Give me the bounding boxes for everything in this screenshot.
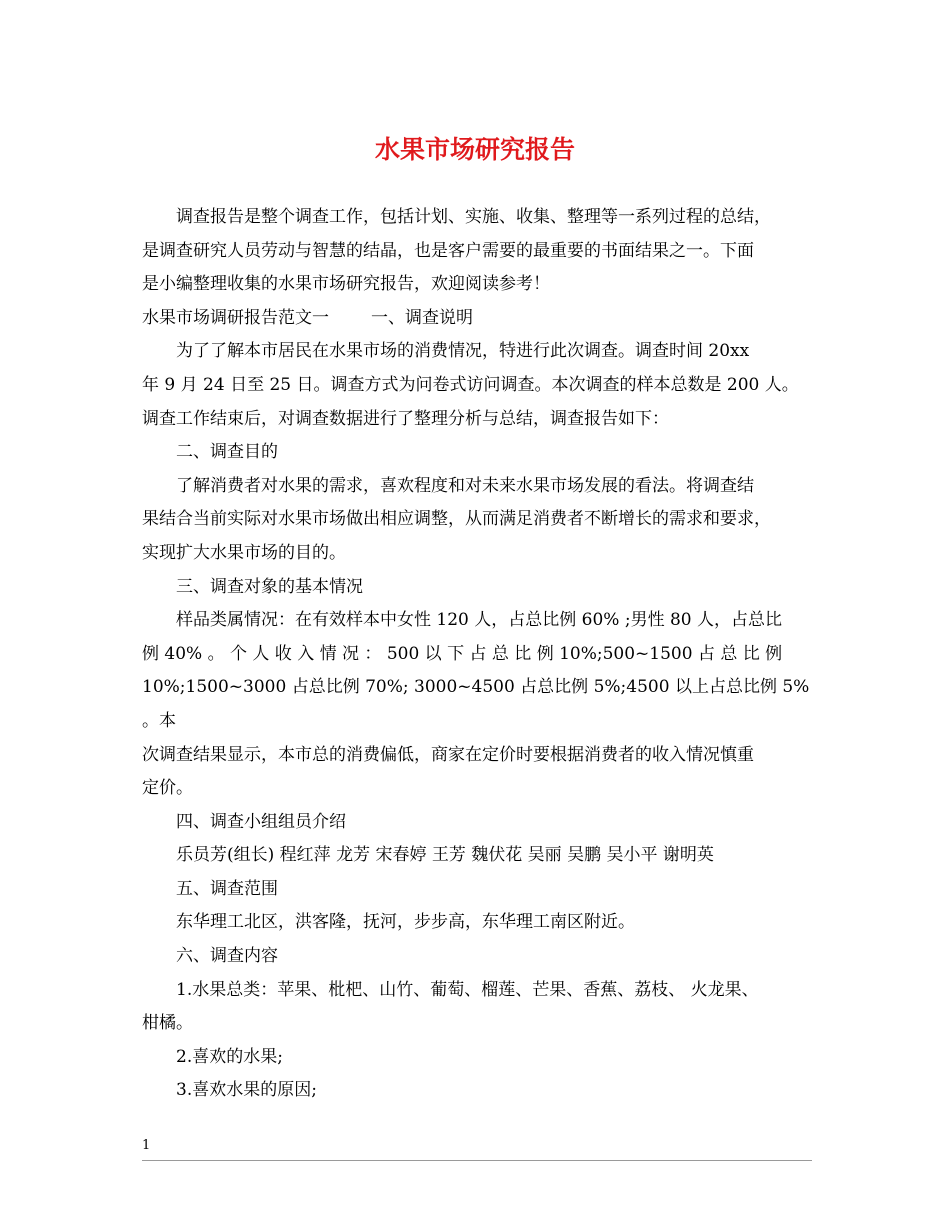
paragraph-line: 次调查结果显示，本市总的消费偏低，商家在定价时要根据消费者的收入情况慎重: [142, 744, 754, 765]
paragraph-line: 为了了解本市居民在水果市场的消费情况，特进行此次调查。调查时间 20xx: [176, 341, 750, 362]
paragraph-line: 样品类属情况：在有效样本中女性 120 人，占总比例 60% ;男性 80 人，占总比: [176, 610, 783, 631]
paragraph-line: 定价。: [142, 778, 193, 799]
section-heading: 五、调查范围: [176, 878, 278, 899]
paragraph-line: 了解消费者对水果的需求，喜欢程度和对未来水果市场发展的看法。将调查结: [176, 475, 754, 496]
team-members: 乐员芳(组长) 程红萍 龙芳 宋春婷 王芳 魏伏花 吴丽 吴鹏 吴小平 谢明英: [176, 845, 714, 866]
paragraph-line: 果结合当前实际对水果市场做出相应调整，从而满足消费者不断增长的需求和要求，: [142, 509, 771, 530]
intro-paragraph: [142, 201, 812, 302]
paragraph-line: 年 9 月 24 日至 25 日。调查方式为问卷式访问调查。本次调查的样本总数是 200 人。: [142, 374, 799, 395]
section-heading: 四、调查小组组员介绍: [176, 811, 346, 832]
survey-scope: 东华理工北区，洪客隆，抚河，步步高，东华理工南区附近。: [176, 912, 635, 933]
section-heading: 一、调查说明: [371, 307, 473, 328]
content-item: [142, 974, 812, 1041]
sample-heading-line: [142, 302, 812, 336]
section-heading: 三、调查对象的基本情况: [176, 576, 363, 597]
section3-paragraph: [142, 604, 812, 806]
document-body: [142, 201, 812, 1108]
section2-paragraph: [142, 470, 812, 571]
section-heading: 二、调查目的: [176, 442, 278, 463]
section1-paragraph: [142, 335, 812, 436]
intro-line: 是小编整理收集的水果市场研究报告，欢迎阅读参考！: [142, 274, 550, 295]
paragraph-line: 例 40% 。 个 人 收 入 情 况 ： 500 以 下 占 总 比 例 10%;500~1500 占 总 比 例: [142, 643, 783, 664]
document-title: 水果市场研究报告: [374, 135, 575, 164]
page-number: 1: [142, 1138, 151, 1153]
section-heading: 六、调查内容: [176, 946, 278, 967]
paragraph-line: 调查工作结束后，对调查数据进行了整理分析与总结，调查报告如下：: [142, 408, 669, 429]
list-item: 柑橘。: [142, 1013, 193, 1034]
list-item: 2.喜欢的水果;: [176, 1046, 283, 1067]
paragraph-line: 10%;1500~3000 占总比例 70%; 3000~4500 占总比例 5%;4500 以上占总比例 5% 。本: [142, 677, 810, 731]
intro-line: 调查报告是整个调查工作，包括计划、实施、收集、整理等一系列过程的总结，: [176, 207, 771, 227]
list-item: 1.水果总类：苹果、枇杷、山竹、葡萄、榴莲、芒果、香蕉、荔枝、 火龙果、: [176, 979, 759, 1000]
footer-divider: [142, 1160, 812, 1161]
intro-line: 是调查研究人员劳动与智慧的结晶，也是客户需要的最重要的书面结果之一。下面: [142, 240, 754, 261]
paragraph-line: 实现扩大水果市场的目的。: [142, 542, 346, 563]
sample-heading: 水果市场调研报告范文一: [142, 307, 329, 328]
list-item: 3.喜欢水果的原因;: [176, 1080, 317, 1101]
